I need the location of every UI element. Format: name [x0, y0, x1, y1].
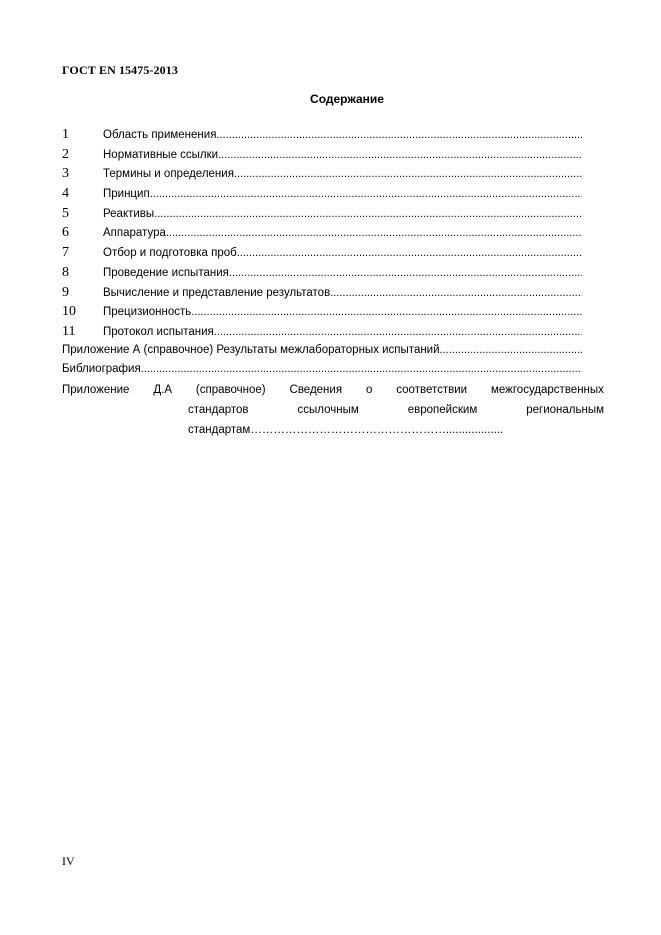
toc-leader-dots	[237, 247, 582, 259]
annex-da-line-2	[188, 400, 604, 420]
toc-item[interactable]	[62, 147, 582, 167]
toc-leader-dots	[218, 149, 582, 161]
toc-item-label: Термины и определения	[103, 168, 234, 181]
annex-da-word: Сведения	[289, 384, 343, 396]
annex-da-word: стандартов	[188, 404, 249, 416]
annex-da-line-3-text: стандартам……………………………………………..................	[188, 424, 504, 436]
toc-leader-dots	[154, 208, 582, 220]
toc-item[interactable]	[62, 206, 582, 226]
annex-da-line-1	[62, 380, 604, 400]
toc-leader-dots	[166, 227, 582, 239]
toc-leader-dots	[216, 129, 582, 141]
toc-item-number: 1	[62, 127, 69, 142]
toc-leader-dots	[191, 306, 582, 318]
toc-item-label: Проведение испытания	[103, 266, 229, 279]
toc-item-number: 2	[62, 146, 69, 162]
toc-item-number: 11	[62, 323, 76, 339]
toc-item[interactable]	[62, 225, 582, 245]
toc-item-number: 6	[62, 225, 69, 241]
toc-item[interactable]	[62, 245, 582, 265]
annex-da-word: европейским	[407, 404, 478, 416]
table-of-contents	[62, 127, 582, 383]
toc-leader-dots	[440, 344, 582, 356]
toc-leader-dots	[214, 326, 582, 338]
toc-item-number: 10	[62, 304, 76, 320]
toc-item-label: Аппаратура	[103, 227, 166, 240]
toc-leader-dots	[330, 287, 582, 299]
toc-item-label: Нормативные ссылки	[103, 148, 219, 161]
toc-item[interactable]	[62, 127, 582, 147]
toc-item-label: Принцип	[103, 188, 150, 201]
annex-da-word: ссылочным	[297, 404, 359, 416]
toc-annex-a[interactable]	[62, 344, 582, 364]
standard-code-header: ГОСТ EN 15475-2013	[62, 63, 178, 77]
toc-item-label: Прецизионность	[103, 306, 192, 319]
annex-da-word: соответствии	[396, 384, 468, 396]
toc-item-label: Реактивы	[103, 207, 155, 220]
toc-item[interactable]	[62, 265, 582, 285]
annex-da-word: Приложение	[62, 384, 130, 396]
annex-da-word: о	[365, 384, 373, 396]
toc-title: Содержание	[310, 92, 384, 106]
toc-item-number: 8	[62, 264, 69, 280]
annex-da-line-3	[188, 420, 586, 440]
toc-item-number: 9	[62, 284, 69, 300]
toc-item-number: 3	[62, 166, 69, 182]
toc-item-label: Отбор и подготовка проб	[103, 247, 237, 260]
toc-item[interactable]	[62, 166, 582, 186]
toc-item[interactable]	[62, 186, 582, 206]
toc-bibliography-label: Библиография	[62, 363, 141, 376]
toc-leader-dots	[229, 267, 582, 279]
page-number: IV	[62, 854, 75, 868]
toc-item-number: 7	[62, 245, 69, 261]
toc-item-number: 4	[62, 186, 69, 202]
toc-item[interactable]	[62, 324, 582, 344]
toc-item[interactable]	[62, 304, 582, 324]
annex-da-word: Д.А	[153, 384, 173, 396]
toc-annex-da[interactable]	[62, 380, 604, 440]
annex-da-word: (справочное)	[195, 384, 266, 396]
toc-item[interactable]	[62, 285, 582, 305]
toc-item-number: 5	[62, 205, 69, 221]
toc-leader-dots	[141, 363, 582, 375]
toc-item-label: Область применения	[103, 129, 217, 141]
annex-da-word: региональным	[526, 404, 604, 416]
toc-leader-dots	[150, 188, 582, 200]
toc-annex-a-label: Приложение А (справочное) Результаты межлабораторных испытаний	[62, 343, 440, 356]
toc-item-label: Вычисление и представление результатов	[103, 286, 331, 299]
annex-da-word: межгосударственных	[490, 384, 604, 396]
toc-item-label: Протокол испытания	[103, 325, 214, 338]
toc-leader-dots	[234, 168, 582, 180]
